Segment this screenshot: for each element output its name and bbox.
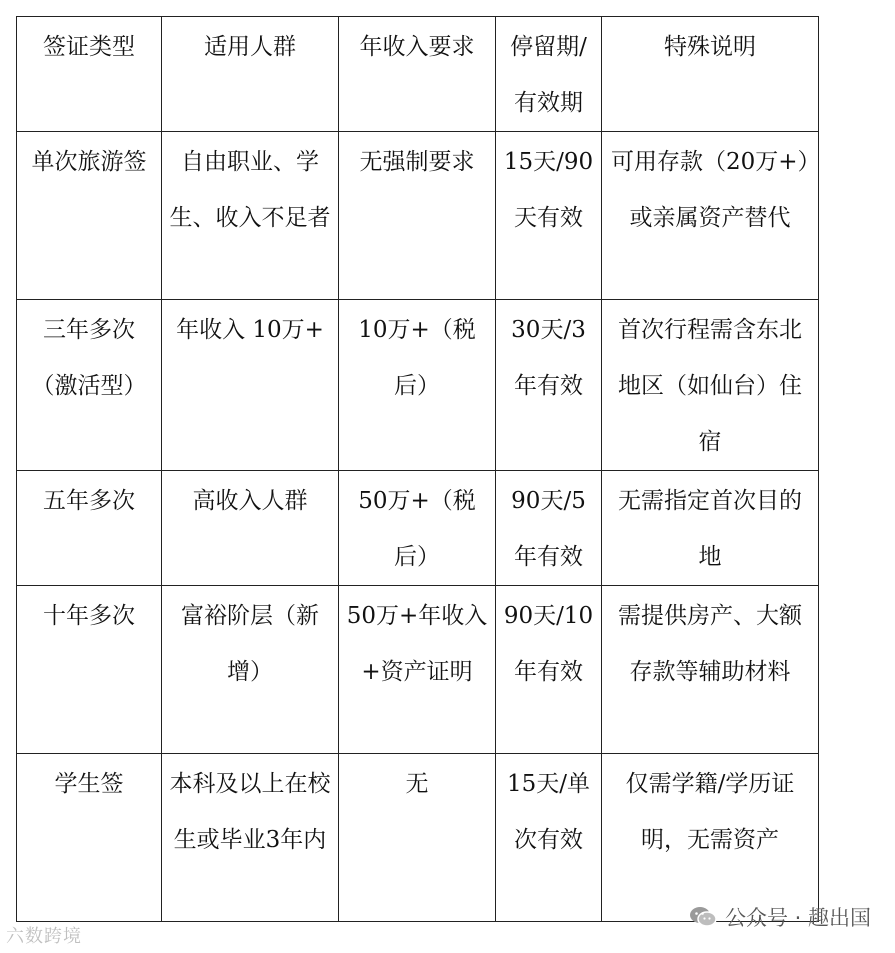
cell-income-requirement: 10万+（税后） bbox=[339, 300, 496, 471]
watermark-right bbox=[689, 902, 871, 932]
cell-special-notes: 仅需学籍/学历证明，无需资产 bbox=[602, 754, 819, 922]
header-applicable-group: 适用人群 bbox=[162, 17, 339, 132]
cell-stay-validity: 30天/3年有效 bbox=[496, 300, 602, 471]
table-row bbox=[17, 132, 819, 300]
cell-special-notes: 无需指定首次目的地 bbox=[602, 471, 819, 586]
cell-income-requirement: 无强制要求 bbox=[339, 132, 496, 300]
cell-income-requirement: 50万+年收入+资产证明 bbox=[339, 586, 496, 754]
cell-stay-validity: 90天/5年有效 bbox=[496, 471, 602, 586]
watermark-left: 六数跨境 bbox=[6, 926, 82, 947]
cell-visa-type: 单次旅游签 bbox=[17, 132, 162, 300]
cell-special-notes: 需提供房产、大额存款等辅助材料 bbox=[602, 586, 819, 754]
cell-visa-type: 三年多次（激活型） bbox=[17, 300, 162, 471]
wechat-icon bbox=[689, 905, 717, 929]
cell-applicable-group: 自由职业、学生、收入不足者 bbox=[162, 132, 339, 300]
watermark-right-text: 公众号 · 趣出国 bbox=[724, 906, 871, 930]
cell-applicable-group: 年收入 10万+ bbox=[162, 300, 339, 471]
header-special-notes: 特殊说明 bbox=[602, 17, 819, 132]
cell-applicable-group: 高收入人群 bbox=[162, 471, 339, 586]
table-row bbox=[17, 754, 819, 922]
header-visa-type: 签证类型 bbox=[17, 17, 162, 132]
table-row bbox=[17, 300, 819, 471]
cell-applicable-group: 本科及以上在校生或毕业3年内 bbox=[162, 754, 339, 922]
visa-comparison-table bbox=[16, 16, 819, 922]
cell-stay-validity: 15天/单次有效 bbox=[496, 754, 602, 922]
table-header-row bbox=[17, 17, 819, 132]
cell-special-notes: 可用存款（20万+）或亲属资产替代 bbox=[602, 132, 819, 300]
cell-stay-validity: 90天/10年有效 bbox=[496, 586, 602, 754]
table-row bbox=[17, 586, 819, 754]
cell-stay-validity: 15天/90天有效 bbox=[496, 132, 602, 300]
table-row bbox=[17, 471, 819, 586]
cell-visa-type: 学生签 bbox=[17, 754, 162, 922]
cell-applicable-group: 富裕阶层（新增） bbox=[162, 586, 339, 754]
header-income-requirement: 年收入要求 bbox=[339, 17, 496, 132]
cell-visa-type: 十年多次 bbox=[17, 586, 162, 754]
header-stay-validity: 停留期/有效期 bbox=[496, 17, 602, 132]
cell-special-notes: 首次行程需含东北地区（如仙台）住宿 bbox=[602, 300, 819, 471]
cell-visa-type: 五年多次 bbox=[17, 471, 162, 586]
cell-income-requirement: 50万+（税后） bbox=[339, 471, 496, 586]
cell-income-requirement: 无 bbox=[339, 754, 496, 922]
